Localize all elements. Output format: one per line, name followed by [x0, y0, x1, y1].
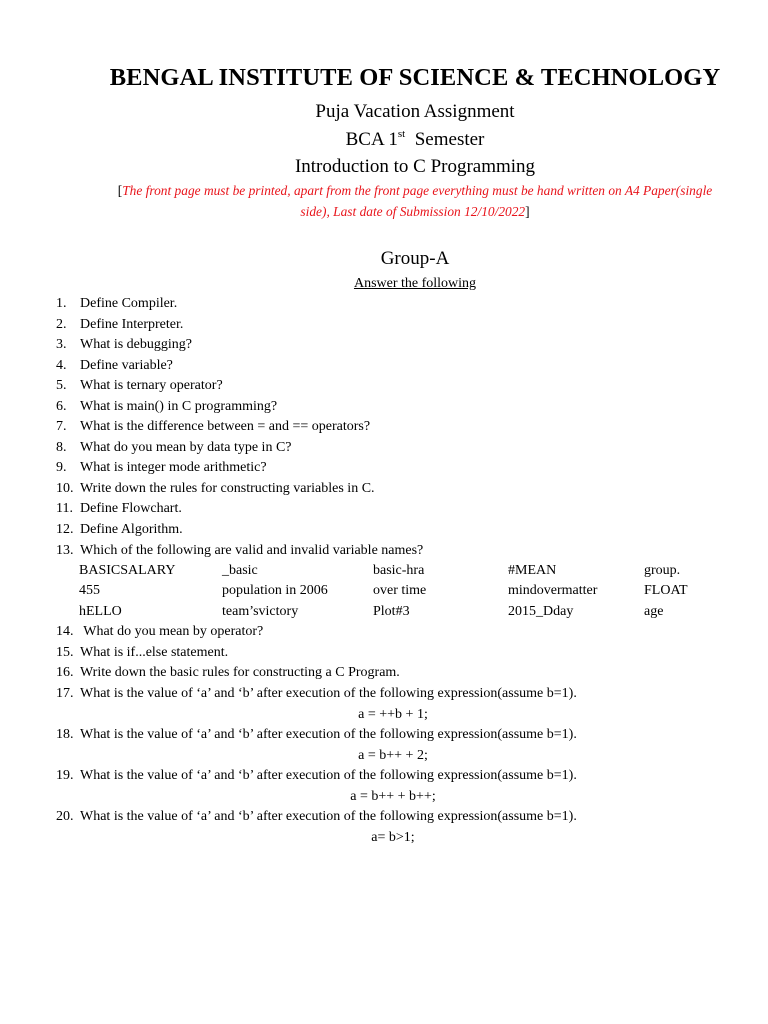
table-cell: team’svictory — [222, 604, 299, 619]
question-text: What do you mean by operator? — [80, 624, 264, 639]
semester-line — [0, 129, 768, 151]
question-item — [56, 336, 756, 354]
question-item — [56, 418, 756, 436]
question-number: 12. — [56, 522, 74, 537]
table-cell: group. — [644, 563, 681, 578]
expression-q17: a = ++b + 1; — [358, 707, 428, 722]
question-item — [56, 398, 756, 416]
question-text: What is ternary operator? — [80, 378, 223, 393]
question-item — [56, 644, 756, 662]
semester-suffix: Semester — [414, 129, 485, 150]
notice-text: The front page must be printed, apart from the front page everything must be hand written on A4 Paper(single side), Last date of Submission 12/10/2022 — [122, 183, 713, 219]
submission-notice — [104, 180, 726, 222]
question-item — [56, 542, 756, 560]
question-number: 5. — [56, 378, 67, 393]
question-item — [56, 295, 756, 313]
table-cell: over time — [373, 583, 427, 598]
question-text: Define Flowchart. — [80, 501, 182, 516]
table-cell: #MEAN — [508, 563, 557, 578]
table-cell: _basic — [222, 563, 258, 578]
table-cell: Plot#3 — [373, 604, 410, 619]
question-number: 7. — [56, 419, 67, 434]
table-cell: population in 2006 — [222, 583, 328, 598]
question-number: 4. — [56, 358, 67, 373]
group-instruction — [0, 276, 768, 292]
question-number: 15. — [56, 645, 74, 660]
question-text: What is the difference between = and == operators? — [80, 419, 371, 434]
question-text: What is the value of ‘a’ and ‘b’ after execution of the following expression(assume b=1). — [80, 768, 577, 783]
question-item — [56, 377, 756, 395]
table-cell: mindovermatter — [508, 583, 598, 598]
question-number: 18. — [56, 727, 74, 742]
table-cell: hELLO — [79, 604, 122, 619]
question-number: 16. — [56, 665, 74, 680]
question-item — [56, 459, 756, 477]
question-number: 8. — [56, 440, 67, 455]
semester-prefix: BCA 1 — [345, 129, 398, 150]
question-text: Which of the following are valid and invalid variable names? — [80, 543, 424, 558]
subject-title: Introduction to C Programming — [294, 156, 536, 177]
question-text: What is if...else statement. — [80, 645, 229, 660]
question-text: What is integer mode arithmetic? — [80, 460, 267, 475]
table-cell: FLOAT — [644, 583, 688, 598]
instruction-text: Answer the following — [353, 276, 477, 291]
question-text: What do you mean by data type in C? — [80, 440, 292, 455]
question-item — [56, 623, 756, 641]
question-text: Write down the basic rules for constructing a C Program. — [80, 665, 400, 680]
question-number: 17. — [56, 686, 74, 701]
notice-open-bracket: [ — [117, 183, 123, 198]
assignment-title: Puja Vacation Assignment — [315, 101, 515, 122]
expression-q18: a = b++ + 2; — [358, 748, 428, 763]
question-text: Define Interpreter. — [80, 317, 184, 332]
question-text: Write down the rules for constructing variables in C. — [80, 481, 375, 496]
question-number: 1. — [56, 296, 67, 311]
question-text: What is the value of ‘a’ and ‘b’ after execution of the following expression(assume b=1). — [80, 686, 577, 701]
expression-q20: a= b>1; — [371, 830, 415, 845]
notice-close-bracket: ] — [525, 204, 530, 219]
question-number: 19. — [56, 768, 74, 783]
semester-superscript: st — [397, 128, 406, 140]
question-text: What is main() in C programming? — [80, 399, 278, 414]
table-cell: age — [644, 604, 664, 619]
table-cell: basic-hra — [373, 563, 425, 578]
question-text: Define variable? — [80, 358, 173, 373]
group-title: Group-A — [380, 248, 450, 269]
question-text: What is debugging? — [80, 337, 192, 352]
question-text: What is the value of ‘a’ and ‘b’ after execution of the following expression(assume b=1). — [80, 809, 577, 824]
institute-title: BENGAL INSTITUTE OF SCIENCE & TECHNOLOGY — [109, 64, 721, 91]
table-cell: BASICSALARY — [79, 563, 176, 578]
question-number: 14. — [56, 624, 74, 639]
question-number: 9. — [56, 460, 67, 475]
question-number: 11. — [56, 501, 73, 516]
expression-q19: a = b++ + b++; — [350, 789, 436, 804]
question-item — [56, 685, 756, 703]
question-text: What is the value of ‘a’ and ‘b’ after execution of the following expression(assume b=1). — [80, 727, 577, 742]
question-number: 2. — [56, 317, 67, 332]
question-item — [56, 500, 756, 518]
question-item — [56, 357, 756, 375]
question-item — [56, 521, 756, 539]
question-number: 13. — [56, 543, 74, 558]
question-text: Define Algorithm. — [80, 522, 183, 537]
question-text: Define Compiler. — [80, 296, 178, 311]
question-item — [56, 439, 756, 457]
question-item — [56, 664, 756, 682]
question-item — [56, 767, 756, 785]
question-item — [56, 808, 756, 826]
question-number: 3. — [56, 337, 67, 352]
table-cell: 2015_Dday — [508, 604, 574, 619]
question-number: 20. — [56, 809, 74, 824]
question-item — [56, 726, 756, 744]
table-cell: 455 — [79, 583, 100, 598]
question-number: 10. — [56, 481, 74, 496]
question-item — [56, 480, 756, 498]
question-number: 6. — [56, 399, 67, 414]
question-item — [56, 316, 756, 334]
